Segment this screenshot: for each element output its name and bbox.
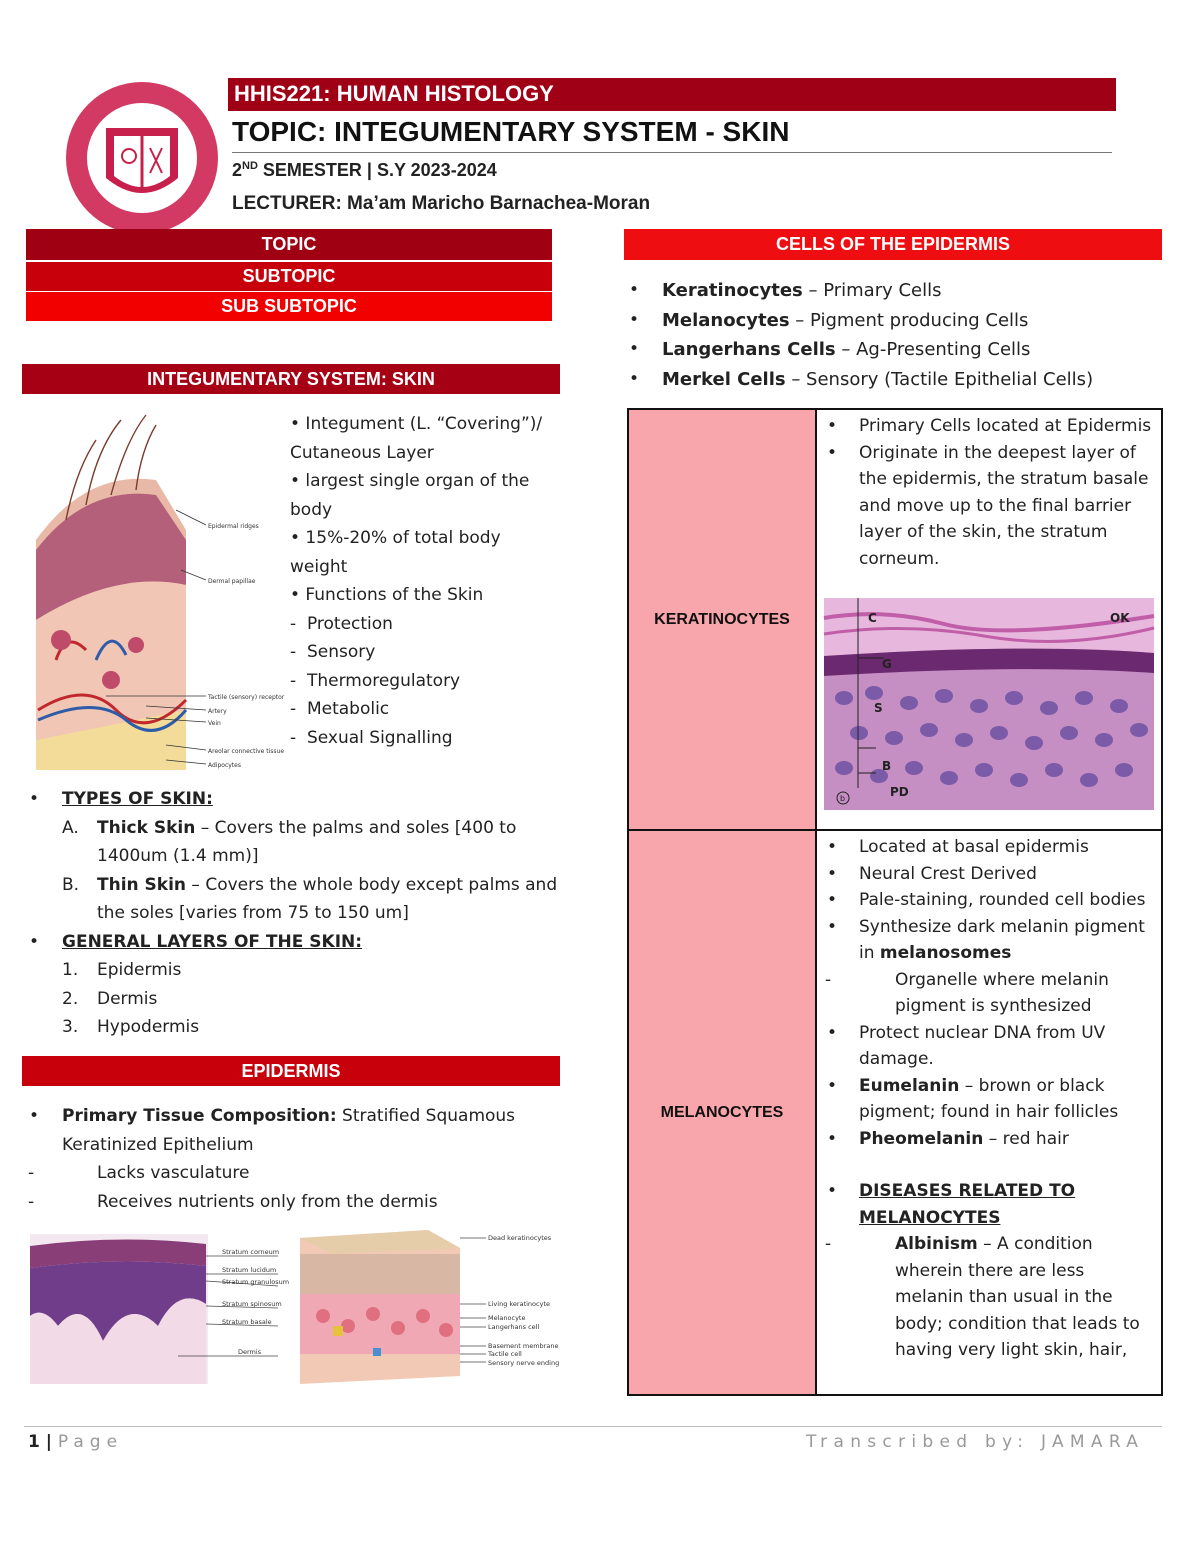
micro-label-c: C xyxy=(868,611,877,625)
thick-skin-item: A. Thick Skin – Covers the palms and soles [400 to 1400um (1.4 mm)] xyxy=(62,817,517,866)
function-item: - Sensory xyxy=(290,642,376,662)
course-title-bar xyxy=(228,78,1116,111)
fig-label-basement: Basement membrane xyxy=(488,1342,559,1350)
fig-label-living-keratinocyte: Living keratinocyte xyxy=(488,1300,550,1308)
function-item: - Sexual Signalling xyxy=(290,727,453,748)
integumentary-notes xyxy=(290,410,560,752)
epidermis-sub-item: - Lacks vasculature xyxy=(62,1159,562,1188)
melanocytes-label: MELANOCYTES xyxy=(629,831,817,1394)
types-of-skin-section xyxy=(62,785,562,1042)
integ-bullet: • Functions of the Skin xyxy=(290,585,484,605)
integumentary-heading: INTEGUMENTARY SYSTEM: SKIN xyxy=(22,364,560,394)
function-item: - Protection xyxy=(290,613,393,634)
keratinocyte-micrograph xyxy=(824,598,1154,810)
course-title: HHIS221: HUMAN HISTOLOGY xyxy=(234,81,554,106)
table-bullet: • Eumelanin – brown or black pigment; found in hair follicles xyxy=(859,1073,1155,1126)
fig-label-dermis: Dermis xyxy=(238,1348,262,1356)
logo-motto-text: · · · xyxy=(136,208,148,216)
cell-item: • Keratinocytes – Primary Cells xyxy=(662,276,1162,306)
keratinocytes-details xyxy=(859,413,1155,572)
thin-skin-item: B. Thin Skin – Covers the whole body except palms and the soles [varies from 75 to 150 um] xyxy=(62,874,558,923)
cell-item: • Merkel Cells – Sensory (Tactile Epithelial Cells) xyxy=(662,365,1162,395)
title-divider xyxy=(232,152,1112,153)
page-title: TOPIC: INTEGUMENTARY SYSTEM - SKIN xyxy=(232,116,790,147)
epidermis-notes xyxy=(62,1102,562,1216)
keratinocytes-label: KERATINOCYTES xyxy=(629,410,817,831)
fig-label-dermal-papillae: Dermal papillae xyxy=(208,578,256,585)
function-item: - Thermoregulatory xyxy=(290,670,461,691)
layers-heading: • GENERAL LAYERS OF THE SKIN: xyxy=(62,928,562,957)
fig-label-adipocytes: Adipocytes xyxy=(208,762,241,769)
cells-heading: CELLS OF THE EPIDERMIS xyxy=(624,229,1162,260)
skin-anatomy-illustration xyxy=(26,410,285,782)
integ-bullet: • largest single organ of the body xyxy=(290,471,530,520)
function-item: - Metabolic xyxy=(290,699,390,719)
table-bullet: • Originate in the deepest layer of the epidermis, the stratum basale and move up to the final barrier layer of the skin, the stratum corneum. xyxy=(859,440,1155,573)
micro-label-s: S xyxy=(874,701,883,715)
table-bullet: • Neural Crest Derived xyxy=(859,861,1155,888)
legend-topic-bar: TOPIC xyxy=(26,229,552,260)
integ-bullet: • 15%-20% of total body weight xyxy=(290,528,501,577)
table-sub-bullet: - Organelle where melanin pigment is synthesized xyxy=(859,967,1155,1020)
table-bullet: • Pale-staining, rounded cell bodies xyxy=(859,887,1155,914)
micro-label-g: G xyxy=(882,657,892,671)
fig-label-corneum: Stratum corneum xyxy=(222,1248,280,1256)
composition-item: • Primary Tissue Composition: Stratified Squamous Keratinized Epithelium xyxy=(62,1102,562,1159)
albinism-item: - Albinism – A condition wherein there are less melanin than usual in the body; condition that leads to having very light skin, hair, xyxy=(859,1231,1155,1364)
table-bullet: • Pheomelanin – red hair xyxy=(859,1126,1155,1153)
fig-label-melanocyte: Melanocyte xyxy=(488,1314,526,1322)
layer-item: 1. Epidermis xyxy=(62,960,182,980)
semester-text: SEMESTER | S.Y 2023-2024 xyxy=(257,160,497,180)
fig-label-artery: Artery xyxy=(208,708,227,715)
semester-suffix: ND xyxy=(242,160,258,172)
row-divider xyxy=(817,829,1161,831)
legend-subtopic-bar: SUBTOPIC xyxy=(26,262,552,291)
layer-item: 3. Hypodermis xyxy=(62,1017,200,1037)
lecturer-line: LECTURER: Ma’am Maricho Barnachea-Moran xyxy=(232,193,651,214)
epidermis-heading: EPIDERMIS xyxy=(22,1056,560,1086)
cell-item: • Melanocytes – Pigment producing Cells xyxy=(662,306,1162,336)
fig-label-epidermal-ridges: Epidermal ridges xyxy=(208,523,259,530)
fig-label-areolar: Areolar connective tissue xyxy=(208,748,285,755)
fig-label-sensory-nerve: Sensory nerve ending xyxy=(488,1359,560,1367)
integ-bullet: • Integument (L. “Covering”)/ Cutaneous Layer xyxy=(290,414,543,463)
types-heading: • TYPES OF SKIN: xyxy=(62,785,562,814)
micro-label-b: B xyxy=(882,759,892,773)
cells-list xyxy=(662,276,1162,394)
epidermis-sub-item: - Receives nutrients only from the dermis xyxy=(62,1188,562,1217)
epidermis-layers-figure xyxy=(28,1226,560,1386)
table-bullet: • Synthesize dark melanin pigment in melanosomes xyxy=(859,914,1155,967)
semester-number: 2 xyxy=(232,160,243,180)
table-bullet: • Protect nuclear DNA from UV damage. xyxy=(859,1020,1155,1073)
table-bullet: • Primary Cells located at Epidermis xyxy=(859,413,1155,440)
legend-subsubtopic-bar: SUB SUBTOPIC xyxy=(26,292,552,321)
cells-table xyxy=(627,408,1163,1396)
university-logo xyxy=(62,78,222,238)
fig-label-langerhans: Langerhans cell xyxy=(488,1323,540,1331)
transcriber-credit: Transcribed by: JAMARA xyxy=(806,1432,1145,1452)
fig-label-vein: Vein xyxy=(208,720,221,727)
fig-label-lucidum: Stratum lucidum xyxy=(222,1266,277,1274)
fig-label-dead-keratinocytes: Dead keratinocytes xyxy=(488,1234,552,1242)
layer-item: 2. Dermis xyxy=(62,988,158,1009)
diseases-heading: • DISEASES RELATED TO MELANOCYTES xyxy=(859,1178,1155,1231)
table-bullet: • Located at basal epidermis xyxy=(859,834,1155,861)
footer-divider xyxy=(24,1426,1162,1427)
semester-line xyxy=(232,160,497,181)
micro-label-ok: OK xyxy=(1110,611,1130,625)
fig-label-spinosum: Stratum spinosum xyxy=(222,1300,282,1308)
micro-label-b-circle: b xyxy=(840,794,846,803)
page-number: 1 | Page xyxy=(28,1432,124,1452)
fig-label-granulosum: Stratum granulosum xyxy=(222,1278,290,1286)
fig-label-tactile: Tactile (sensory) receptor xyxy=(208,694,285,701)
melanocytes-details xyxy=(859,834,1155,1364)
spacer xyxy=(859,1152,1155,1178)
fig-label-tactile-cell: Tactile cell xyxy=(488,1350,522,1358)
fig-label-basale: Stratum basale xyxy=(222,1318,272,1326)
micro-label-pd: PD xyxy=(890,785,909,799)
cell-item: • Langerhans Cells – Ag-Presenting Cells xyxy=(662,335,1162,365)
